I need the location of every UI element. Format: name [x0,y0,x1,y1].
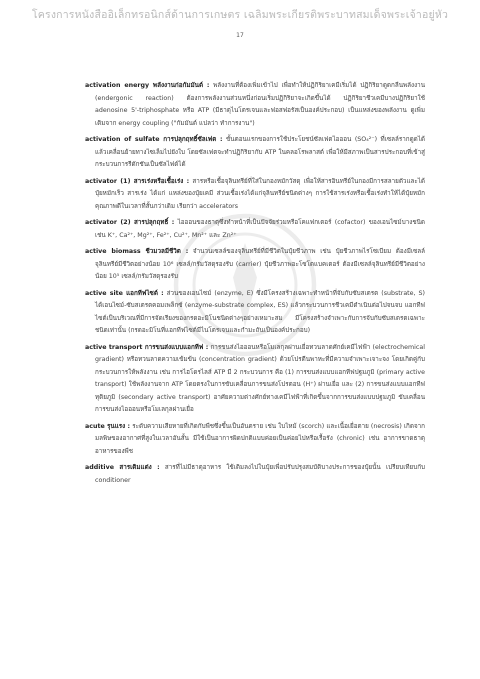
entry-definition: สารที่ไม่มีธาตุอาหาร ใช้เติมลงไปในปุ๋ยเพื่อปรับปรุงสมบัติบางประการของปุ๋ยนั้น เปรียบเทียบกับ conditioner [95,464,426,484]
glossary-entry [85,134,425,172]
entry-term: activator (2) สารปลุกฤทธิ์ : [85,219,175,226]
entry-definition: ไอออนของธาตุซึ่งทำหน้าที่เป็นปัจจัยร่วมหรือโคแฟกเตอร์ (cofactor) ของเอนไซม์บางชนิด เช่น K⁺, Ca²⁺, Mg²⁺, Fe²⁺, Cu²⁺, Mn²⁺ และ Zn²⁺ [95,219,425,239]
entry-definition: จำนวนเซลล์ของจุลินทรีย์ที่มีชีวิตในปุ๋ยชีวภาพ เช่น ปุ๋ยชีวภาพไรโซเบียม ต้องมีเซลล์จุลินทรีย์มีชีวิตอย่างน้อย 10⁶ เซลล์/กรัมวัสดุรองรับ (carrier) ปุ๋ยชีวภาพอะโซโตแบคเตอร์ ต้องมีเซลล์จุลินทรีย์มีชีวิตอย่างน้อย 10⁵ เซลล์/กรัมวัสดุรองรับ [95,248,426,280]
entry-definition: พลังงานที่ต้องเพิ่มเข้าไป เพื่อทำให้ปฏิกิริยาเคมีเริ่มได้ ปฏิกิริยาดูดกลืนพลังงาน (endergonic reaction) ต้องการพลังงานส่วนหนึ่งก่อนเริ่มปฏิกิริยาจะเกิดขึ้นได้ ปฏิกิริยาชีวเคมีบางปฏิกิริยาใช้ adenosine 5'-triphosphate หรือ ATP (มีธาตุไนโตรเจนและฟอสฟอรัสเป็นองค์ประกอบ) เป็นแหล่งของพลังงาน ดูเพิ่มเติมจาก energy coupling ("กัมมันต์ แปลว่า ทำการงาน") [95,82,425,127]
glossary-entry [85,176,425,214]
entry-term: activation energy พลังงานก่อกัมมันต์ : [85,82,210,89]
glossary-entry [85,421,425,459]
glossary-entry [85,462,425,487]
entry-term: active biomass ชีวมวลมีชีวิต : [85,248,189,255]
entry-term: activator (1) สารเร่งหรือเชื้อเร่ง : [85,177,190,185]
glossary-content [85,80,425,491]
entry-definition: ส่วนของเอนไซม์ (enzyme, E) ซึ่งมีโครงสร้างเฉพาะทำหน้าที่จับกับซับสเตรต (substrate, S) ได้เอนไซม์-ซับสเตรตคอมเพล็กซ์ (enzyme-substrate complex, ES) แล้วกระบวนการชีวเคมีดำเนินต่อไปจนจบ แอกทีฟไซต์เป็นบริเวณที่มีการจัดเรียงของกรดอะมิโนชนิดต่างๆอย่างเหมาะสม มีโครงสร้างจำเพาะกับการจับกับซับสเตรตเฉพาะชนิดเท่านั้น (กรดอะมิโนที่แอกทีฟไซต์มีไนโตรเจนและกำมะถันเป็นองค์ประกอบ) [95,289,425,334]
entry-term: additive สารเติมแต่ง : [85,464,160,471]
entry-definition: ขั้นตอนแรกของการใช้ประโยชน์ซัลเฟตไอออน (SO₄²⁻) ที่เซลล์รากดูดได้แล้วเคลื่อนย้ายทางไซเล็มไปยังใบ โดยซัลเฟตจะทำปฏิกิริยากับ ATP ในคลอโรพลาสต์ เพื่อให้มีสภาพเป็นสารประกอบที่เข้าสู่กระบวนการรีดักชันเป็นซัลไฟด์ได้ [95,136,426,168]
page-number: 17 [236,32,244,39]
entry-term: acute รุนแรง : [85,422,131,430]
entry-definition: การขนส่งไอออนหรือโมเลกุลผ่านเยื่อทวนลาดศักย์เคมีไฟฟ้า (electrochemical gradient) หรือทวนลาดความเข้มข้น (concentration gradient) ด้วยโปรตีนพาหะที่มีความจำเพาะเจาะจง โดยเกิดคู่กับกระบวนการให้พลังงาน เช่น การไฮโดรไลส์ ATP มี 2 กระบวนการ คือ (1) การขนส่งแบบแอกทีฟปฐมภูมิ (primary active transport) ใช้พลังงานจาก ATP โดยตรงในการขับเคลื่อนการขนส่งโปรตอน (H⁺) ผ่านเยื่อ และ (2) การขนส่งแบบแอกทีฟทุติยภูมิ (secondary active transport) อาศัยความต่างศักย์ทางเคมีไฟฟ้าที่เกิดขึ้นจากการขนส่งแบบปฐมภูมิ ขับเคลื่อนการขนส่งไอออนหรือโมเลกุลผ่านเยื่อ [95,343,425,413]
entry-term: activation of sulfate การปลุกฤทธิ์ซัลเฟต : [85,136,223,143]
entry-term: active transport การขนส่งแบบแอกทีฟ : [85,343,209,351]
page-header: โครงการหนังสืออิเล็กทรอนิกส์ด้านการเกษตร เฉลิมพระเกียรติพระบาทสมเด็จพระเจ้าอยู่หัว [31,9,449,21]
entry-definition: สารหรือเชื้อจุลินทรีย์ที่ใส่ในกองหมักวัสดุ เพื่อให้สารอินทรีย์ในกองมีการสลายตัวและได้ปุ๋ยหมักเร็ว สารเร่ง ได้แก่ แหล่งของปุ๋ยเคมี ส่วนเชื้อเร่งได้แก่จุลินทรีย์ชนิดต่างๆ การใช้สารเร่งหรือเชื้อเร่งทำให้ได้ปุ๋ยหมักคุณภาพดีในเวลาที่สั้นกว่าเดิม เรียกว่า accelerators [95,177,425,210]
glossary-entry [85,288,425,338]
glossary-entry [85,217,425,242]
glossary-entry [85,80,425,130]
glossary-entry [85,246,425,284]
glossary-entry [85,342,425,417]
entry-definition: ระดับความเสียหายที่เกิดกับพืชซึ่งขึ้นเป็นอันตราย เช่น ใบไหม้ (scorch) และเนื้อเยื่อตาย (necrosis) เกิดจากมลพิษของอากาศที่สูงในเวลาอันสั้น มีใช้เป็นอาการผิดปกติแบบค่อยเป็นค่อยไปหรือเรื้อรัง (chronic) เช่น อาการขาดธาตุอาหารของพืช [95,422,425,455]
entry-term: active site แอกทีฟไซต์ : [85,289,164,297]
